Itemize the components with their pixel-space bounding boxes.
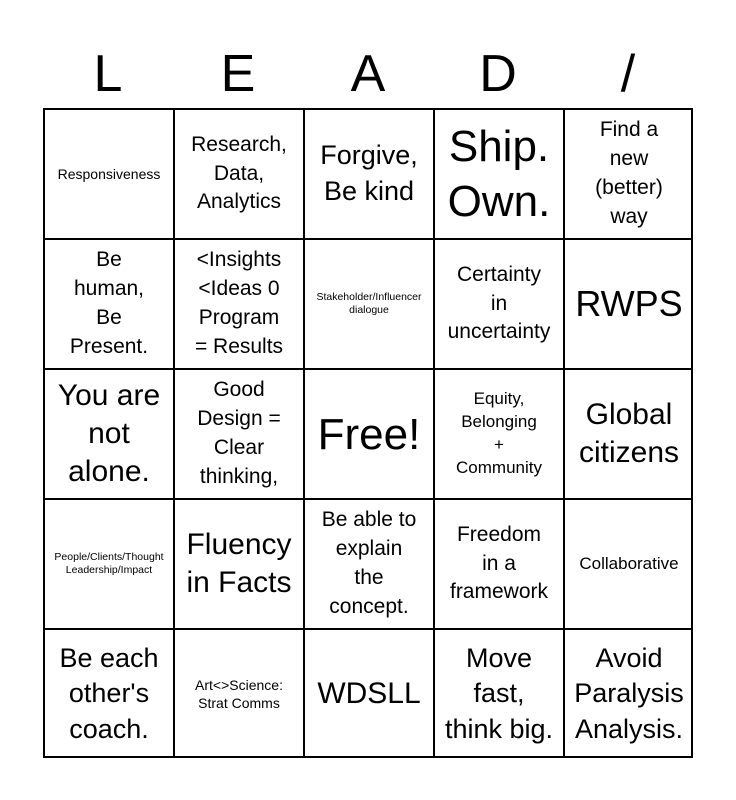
bingo-header [43,40,693,108]
cell-text: RWPS [575,283,683,325]
cell-text: Research, Data, Analytics [191,132,287,214]
cell-text: Be human, Be Present. [69,248,149,358]
bingo-board [43,108,693,758]
free-space[interactable] [303,368,433,498]
cell-text: Be each other's coach. [59,642,159,744]
bingo-cell[interactable] [303,238,433,368]
cell-text: Collaborative [579,553,679,573]
header-letter-l: L [93,45,123,103]
cell-text: Move fast, think big. [444,642,554,744]
cell-text: Find a new (better) way [595,118,663,228]
bingo-cell[interactable] [433,108,563,238]
bingo-cell[interactable] [563,628,693,758]
cell-text: People/Clients/Thought Leadership/Impact [54,550,164,576]
bingo-cell[interactable] [303,108,433,238]
bingo-cell[interactable] [563,368,693,498]
cell-text: WDSLL [317,676,421,710]
cell-text: Global citizens [578,397,680,469]
bingo-cell[interactable] [43,238,173,368]
bingo-cell[interactable] [563,238,693,368]
cell-text: Equity, Belonging + Community [456,389,542,477]
cell-text: Art<>Science: Strat Comms [195,676,283,711]
bingo-cell[interactable] [563,498,693,628]
bingo-cell[interactable] [433,628,563,758]
bingo-cell[interactable] [173,498,303,628]
bingo-cell[interactable] [173,238,303,368]
cell-text: Ship. Own. [447,122,551,226]
bingo-cell[interactable] [43,498,173,628]
bingo-cell[interactable] [43,108,173,238]
cell-text: You are not alone. [57,378,161,489]
bingo-cell[interactable] [173,368,303,498]
bingo-cell[interactable] [43,628,173,758]
bingo-cell[interactable] [173,628,303,758]
header-letter-slash: / [620,45,636,103]
bingo-cell[interactable] [563,108,693,238]
header-letter-a: A [350,45,386,103]
bingo-cell[interactable] [303,628,433,758]
cell-text: Freedom in a framework [449,522,549,604]
bingo-cell[interactable] [173,108,303,238]
bingo-cell[interactable] [433,368,563,498]
bingo-cell[interactable] [43,368,173,498]
cell-text: Avoid Paralysis Analysis. [574,642,684,744]
cell-text: Forgive, Be kind [320,140,418,206]
bingo-cell[interactable] [433,498,563,628]
cell-text: Be able to explain the concept. [321,508,417,618]
cell-text: Free! [317,409,421,459]
cell-text: Stakeholder/Influencer dialogue [316,290,422,316]
cell-text: Good Design = Clear thinking, [197,378,281,488]
header-letter-d: D [479,45,517,103]
cell-text: Fluency in Facts [186,527,292,599]
header-letter-e: E [220,45,256,103]
cell-text: <Insights <Ideas 0 Program = Results [194,248,284,358]
bingo-cell[interactable] [433,238,563,368]
cell-text: Responsiveness [57,165,161,182]
cell-text: Certainty in uncertainty [447,262,551,344]
bingo-cell[interactable] [303,498,433,628]
